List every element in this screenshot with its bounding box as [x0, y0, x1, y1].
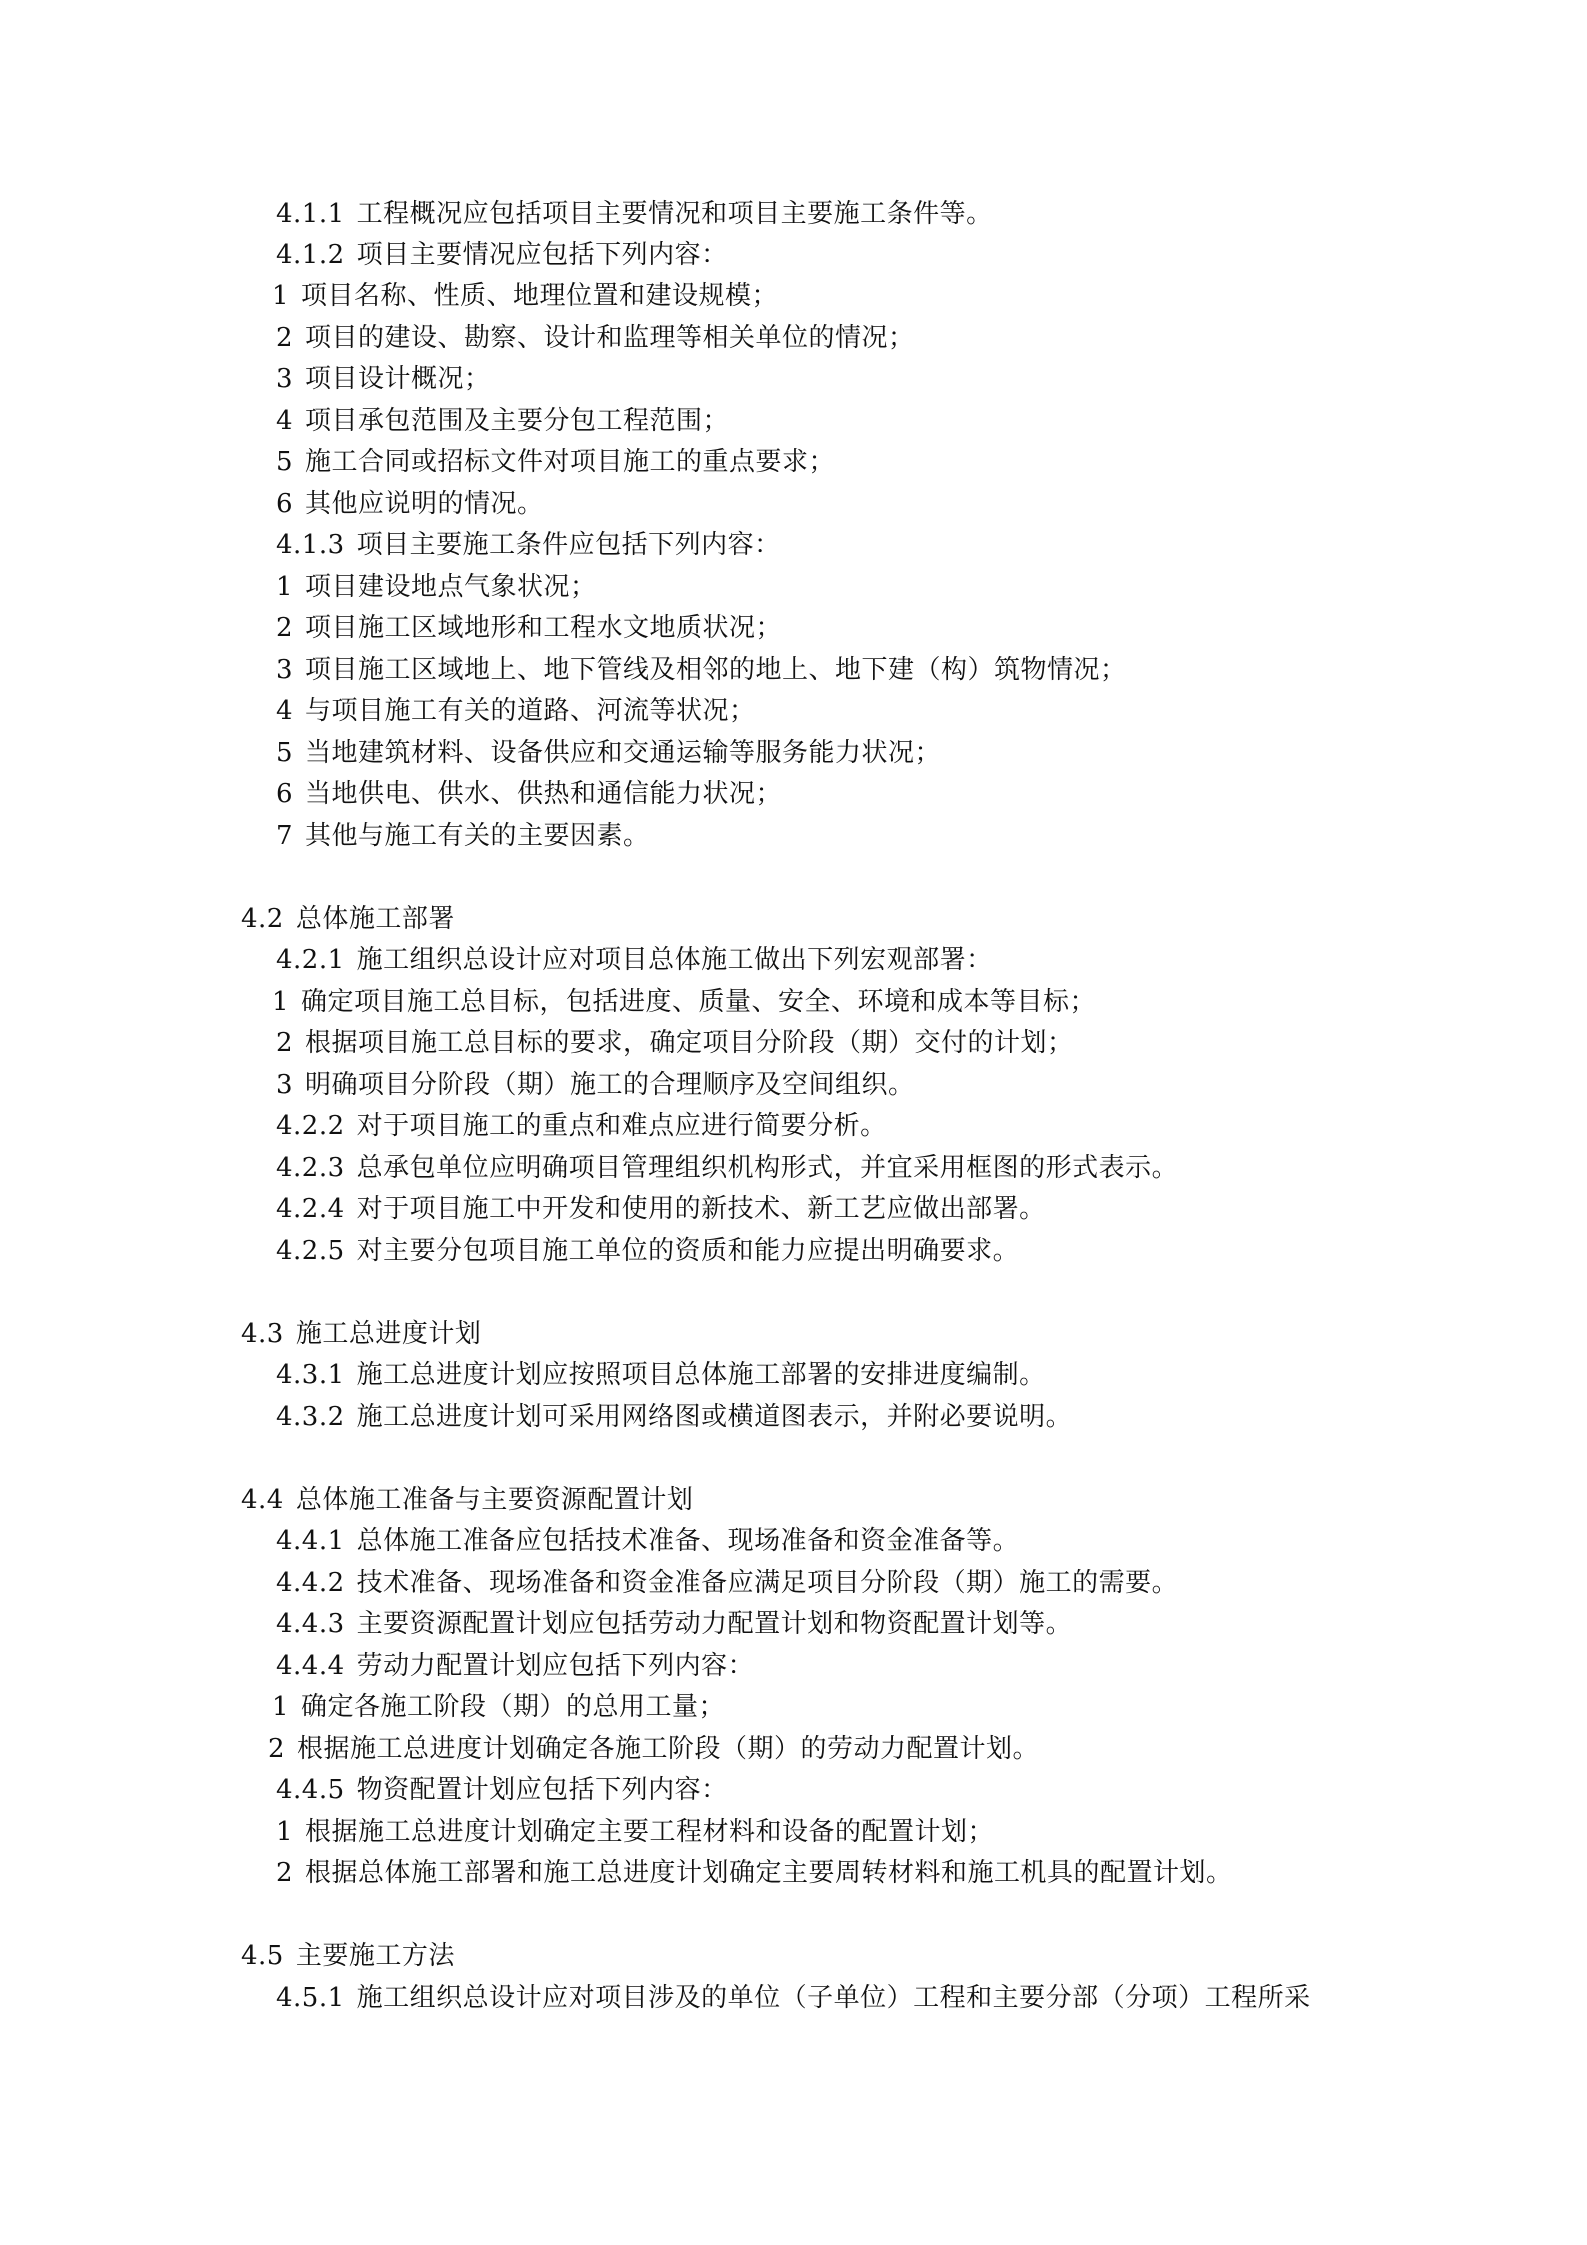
clause-4-4-2: 4.4.2 技术准备、现场准备和资金准备应满足项目分阶段（期）施工的需要。 — [276, 1568, 1179, 1598]
clause-4-4-1: 4.4.1 总体施工准备应包括技术准备、现场准备和资金准备等。 — [276, 1526, 1020, 1556]
list-item: 3 项目设计概况； — [276, 364, 491, 394]
section-heading-4-3: 4.3 施工总进度计划 — [241, 1319, 482, 1349]
list-item: 2 根据项目施工总目标的要求，确定项目分阶段（期）交付的计划； — [276, 1028, 1074, 1058]
clause-4-3-1: 4.3.1 施工总进度计划应按照项目总体施工部署的安排进度编制。 — [276, 1360, 1046, 1390]
list-item: 2 项目的建设、勘察、设计和监理等相关单位的情况； — [276, 323, 915, 353]
section-heading-4-2: 4.2 总体施工部署 — [241, 904, 455, 934]
clause-4-3-2: 4.3.2 施工总进度计划可采用网络图或横道图表示，并附必要说明。 — [276, 1402, 1073, 1432]
list-item: 6 其他应说明的情况。 — [276, 489, 544, 519]
list-item: 1 确定各施工阶段（期）的总用工量； — [272, 1692, 726, 1722]
list-item: 4 项目承包范围及主要分包工程范围； — [276, 406, 730, 436]
list-item: 2 根据总体施工部署和施工总进度计划确定主要周转材料和施工机具的配置计划。 — [276, 1858, 1233, 1888]
clause-4-1-3: 4.1.3 项目主要施工条件应包括下列内容： — [276, 530, 781, 560]
clause-4-2-1: 4.2.1 施工组织总设计应对项目总体施工做出下列宏观部署： — [276, 945, 993, 975]
clause-4-2-2: 4.2.2 对于项目施工的重点和难点应进行简要分析。 — [276, 1111, 887, 1141]
list-item: 3 项目施工区域地上、地下管线及相邻的地上、地下建（构）筑物情况； — [276, 655, 1127, 685]
list-item: 1 确定项目施工总目标，包括进度、质量、安全、环境和成本等目标； — [272, 987, 1097, 1017]
clause-4-4-3: 4.4.3 主要资源配置计划应包括劳动力配置计划和物资配置计划等。 — [276, 1609, 1073, 1639]
clause-4-2-5: 4.2.5 对主要分包项目施工单位的资质和能力应提出明确要求。 — [276, 1236, 1020, 1266]
list-item: 6 当地供电、供水、供热和通信能力状况； — [276, 779, 783, 809]
list-item: 1 项目建设地点气象状况； — [276, 572, 597, 602]
clause-4-1-2: 4.1.2 项目主要情况应包括下列内容： — [276, 240, 728, 270]
list-item: 1 根据施工总进度计划确定主要工程材料和设备的配置计划； — [276, 1817, 995, 1847]
list-item: 7 其他与施工有关的主要因素。 — [276, 821, 650, 851]
list-item: 4 与项目施工有关的道路、河流等状况； — [276, 696, 756, 726]
clause-4-5-1: 4.5.1 施工组织总设计应对项目涉及的单位（子单位）工程和主要分部（分项）工程所采 — [276, 1983, 1311, 2013]
list-item: 5 施工合同或招标文件对项目施工的重点要求； — [276, 447, 836, 477]
section-heading-4-5: 4.5 主要施工方法 — [241, 1941, 455, 1971]
clause-4-1-1: 4.1.1 工程概况应包括项目主要情况和项目主要施工条件等。 — [276, 199, 993, 229]
list-item: 5 当地建筑材料、设备供应和交通运输等服务能力状况； — [276, 738, 942, 768]
list-item: 1 项目名称、性质、地理位置和建设规模； — [272, 281, 779, 311]
list-item: 3 明确项目分阶段（期）施工的合理顺序及空间组织。 — [276, 1070, 915, 1100]
clause-4-4-5: 4.4.5 物资配置计划应包括下列内容： — [276, 1775, 728, 1805]
clause-4-2-4: 4.2.4 对于项目施工中开发和使用的新技术、新工艺应做出部署。 — [276, 1194, 1046, 1224]
list-item: 2 根据施工总进度计划确定各施工阶段（期）的劳动力配置计划。 — [268, 1734, 1040, 1764]
clause-4-4-4: 4.4.4 劳动力配置计划应包括下列内容： — [276, 1651, 755, 1681]
section-heading-4-4: 4.4 总体施工准备与主要资源配置计划 — [241, 1485, 694, 1515]
list-item: 2 项目施工区域地形和工程水文地质状况； — [276, 613, 783, 643]
clause-4-2-3: 4.2.3 总承包单位应明确项目管理组织机构形式，并宜采用框图的形式表示。 — [276, 1153, 1179, 1183]
